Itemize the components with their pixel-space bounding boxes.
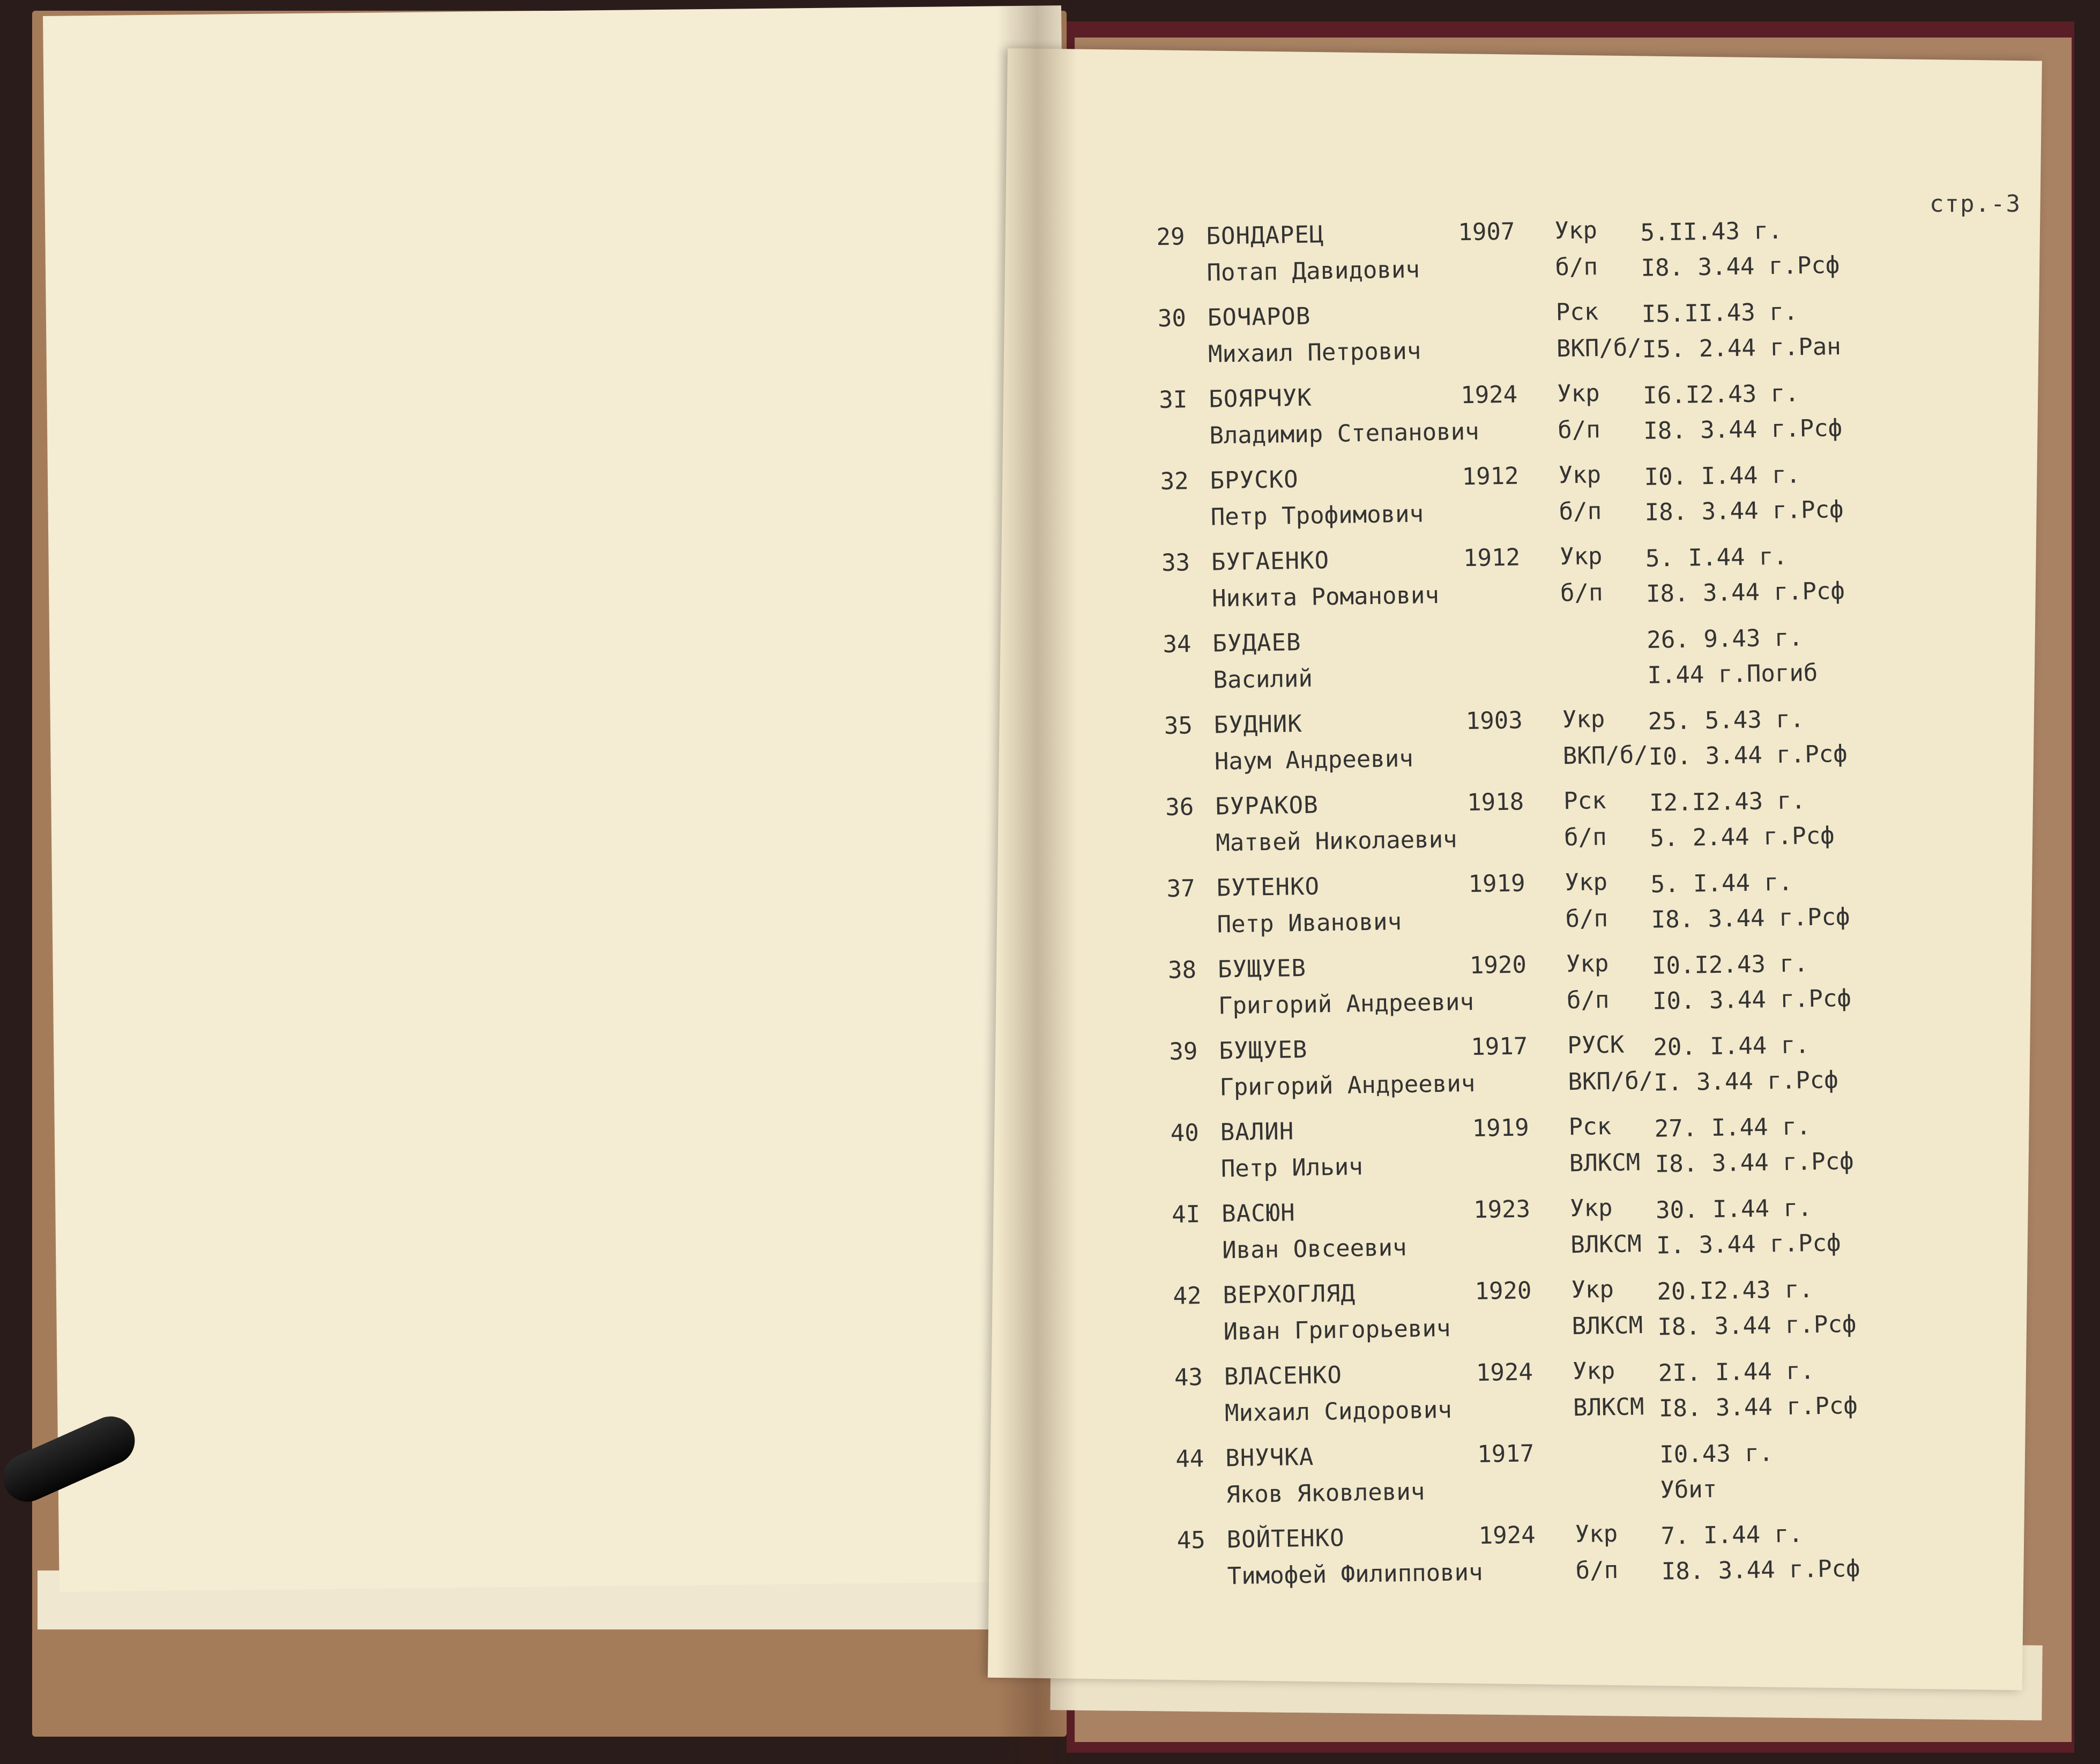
entry-party: б/п [1557, 416, 1601, 444]
entry-surname: ВОЙТЕНКО [1226, 1524, 1345, 1554]
entry-date-end: 5. 2.44 г.Рсф [1649, 822, 1835, 852]
entry-date-end: I. 3.44 г.Рсф [1656, 1229, 1841, 1260]
entry-name-patronymic: Владимир Степанович [1209, 418, 1480, 450]
entry-number: 36 [1165, 793, 1194, 821]
entry-name-patronymic: Яков Яковлевич [1225, 1478, 1425, 1509]
entry-party: ВЛКСМ [1570, 1230, 1642, 1259]
list-item [1129, 452, 1881, 546]
entry-birth-year: 1912 [1463, 544, 1521, 572]
entry-name-patronymic: Петр Иванович [1217, 908, 1402, 939]
entry-party: ВЛКСМ [1573, 1393, 1644, 1422]
entry-party: б/п [1566, 986, 1610, 1015]
entry-date-start: 7. I.44 г. [1660, 1520, 1803, 1550]
entry-date-end: I8. 3.44 г.Рсф [1645, 577, 1845, 608]
entry-date-end: I8. 3.44 г.Рсф [1657, 1310, 1857, 1341]
entry-surname: БУГАЕНКО [1211, 547, 1330, 576]
entry-date-start: I0. I.44 г. [1644, 461, 1801, 491]
entry-birth-year: 1907 [1458, 218, 1515, 247]
entry-surname: ВЛАСЕНКО [1224, 1361, 1343, 1391]
entry-number: 4I [1171, 1201, 1201, 1229]
entry-surname: ВАЛИН [1220, 1118, 1294, 1147]
list-item [1133, 697, 1885, 790]
entry-nationality: Укр [1575, 1520, 1618, 1549]
entry-date-start: I5.II.43 г. [1641, 298, 1798, 328]
entry-number: 39 [1169, 1038, 1198, 1066]
entry-number: 44 [1175, 1445, 1204, 1473]
entry-date-end: I8. 3.44 г.Рсф [1641, 251, 1840, 282]
entry-surname: БУЩУЕВ [1218, 1036, 1308, 1065]
entry-surname: БОЯРЧУК [1208, 384, 1313, 413]
entry-date-end: I8. 3.44 г.Рсф [1658, 1391, 1858, 1423]
entry-name-patronymic: Потап Давидович [1207, 256, 1420, 287]
entry-date-end: I8. 3.44 г.Рсф [1643, 414, 1843, 445]
entry-party: б/п [1555, 253, 1598, 281]
entry-birth-year: 1924 [1478, 1521, 1536, 1550]
entry-nationality: Рск [1568, 1112, 1612, 1141]
entry-name-patronymic: Василий [1213, 665, 1313, 694]
list-item [1141, 1186, 1893, 1279]
entry-nationality: Укр [1559, 542, 1603, 571]
entry-nationality: Укр [1562, 705, 1605, 734]
entry-number: 35 [1164, 712, 1193, 740]
entry-name-patronymic: Михаил Петрович [1208, 337, 1421, 368]
entry-date-start: 20.I2.43 г. [1657, 1276, 1814, 1306]
entry-date-start: 25. 5.43 г. [1648, 705, 1805, 735]
entry-date-end: Убит [1659, 1475, 1717, 1504]
entry-birth-year: 1920 [1469, 951, 1527, 980]
entry-nationality: Укр [1557, 379, 1600, 408]
entry-name-patronymic: Петр Трофимович [1210, 500, 1424, 531]
book-gutter [997, 0, 1077, 1764]
entry-party: ВЛКСМ [1569, 1149, 1641, 1178]
entry-number: 3I [1158, 386, 1188, 414]
entry-surname: БУРАКОВ [1215, 791, 1319, 821]
entry-date-start: 27. I.44 г. [1654, 1113, 1811, 1143]
entry-surname: БУДНИК [1213, 710, 1303, 739]
entry-number: 38 [1167, 956, 1197, 984]
entry-date-start: 5.II.43 г. [1640, 217, 1783, 247]
entry-date-start: I0.43 г. [1659, 1439, 1774, 1469]
entry-date-end: I8. 3.44 г.Рсф [1661, 1554, 1860, 1586]
entry-number: 32 [1160, 467, 1189, 496]
entry-name-patronymic: Петр Ильич [1220, 1153, 1364, 1183]
entry-name-patronymic: Михаил Сидорович [1224, 1396, 1453, 1427]
entry-number: 43 [1174, 1364, 1203, 1391]
entry-party: ВКП/б/ [1556, 333, 1642, 363]
entry-name-patronymic: Иван Овсеевич [1222, 1234, 1407, 1264]
entry-surname: ВЕРХОГЛЯД [1223, 1279, 1356, 1309]
entry-birth-year: 1917 [1477, 1440, 1535, 1468]
list-item [1138, 1023, 1890, 1116]
list-item [1126, 208, 1877, 301]
entry-date-end: I8. 3.44 г.Рсф [1655, 1147, 1855, 1178]
page-number: стр.-3 [1930, 190, 2021, 218]
entry-number: 33 [1161, 549, 1190, 577]
entry-date-start: 5. I.44 г. [1650, 868, 1793, 898]
list-item [1131, 534, 1882, 627]
entry-number: 34 [1163, 630, 1192, 659]
entry-date-end: I8. 3.44 г.Рсф [1644, 496, 1844, 526]
list-item [1127, 289, 1878, 383]
entry-number: 37 [1166, 875, 1196, 903]
entry-surname: БОНДАРЕЦ [1206, 221, 1324, 250]
entry-date-end: I8. 3.44 г.Рсф [1651, 903, 1850, 934]
entry-birth-year: 1919 [1468, 869, 1525, 898]
entry-date-start: I0.I2.43 г. [1651, 950, 1808, 980]
entry-surname: БОЧАРОВ [1207, 302, 1311, 332]
entry-birth-year: 1917 [1470, 1032, 1528, 1061]
entry-nationality: Укр [1572, 1357, 1615, 1386]
entry-date-end: I0. 3.44 г.Рсф [1652, 984, 1852, 1015]
entry-date-start: 5. I.44 г. [1645, 542, 1788, 572]
entry-party: б/п [1563, 823, 1607, 852]
entry-surname: ВНУЧКА [1225, 1443, 1314, 1472]
entry-name-patronymic: Тимофей Филиппович [1227, 1558, 1483, 1590]
entry-date-start: 26. 9.43 г. [1647, 624, 1804, 654]
entry-name-patronymic: Никита Романович [1211, 581, 1440, 613]
entry-date-end: I.44 г.Погиб [1647, 659, 1818, 689]
entry-name-patronymic: Григорий Андреевич [1219, 1069, 1476, 1101]
entry-surname: ВАСЮН [1221, 1199, 1295, 1228]
personnel-list [1126, 208, 1897, 1605]
list-item [1145, 1430, 1896, 1523]
entry-birth-year: 1918 [1466, 788, 1524, 817]
entry-party: ВКП/б/ [1567, 1067, 1654, 1096]
entry-birth-year: 1912 [1462, 462, 1519, 491]
list-item [1136, 860, 1887, 953]
list-item [1135, 778, 1886, 872]
entry-nationality: Укр [1571, 1275, 1614, 1304]
entry-nationality: РУСК [1567, 1031, 1625, 1060]
entry-date-start: 2I. I.44 г. [1658, 1357, 1815, 1387]
entry-surname: БРУСКО [1210, 465, 1299, 495]
entry-birth-year: 1903 [1465, 706, 1523, 735]
entry-date-start: 20. I.44 г. [1652, 1031, 1810, 1061]
entry-birth-year: 1924 [1460, 381, 1518, 410]
entry-number: 45 [1176, 1526, 1206, 1554]
entry-surname: БУЩУЕВ [1217, 954, 1307, 984]
list-item [1143, 1349, 1895, 1442]
entry-date-start: I2.I2.43 г. [1649, 787, 1806, 817]
entry-birth-year: 1924 [1476, 1358, 1533, 1387]
entry-surname: БУДАЕВ [1212, 628, 1301, 658]
entry-name-patronymic: Григорий Андреевич [1218, 988, 1475, 1020]
entry-number: 29 [1156, 223, 1185, 251]
entry-party: б/п [1560, 579, 1603, 607]
entry-nationality: Укр [1565, 868, 1608, 897]
entry-party: ВЛКСМ [1572, 1312, 1643, 1341]
entry-nationality: Укр [1554, 217, 1598, 245]
list-item [1146, 1512, 1897, 1605]
entry-date-start: 30. I.44 г. [1655, 1194, 1812, 1224]
blank-left-page [43, 5, 1078, 1592]
entry-name-patronymic: Матвей Николаевич [1215, 825, 1457, 857]
entry-party: б/п [1559, 497, 1602, 526]
entry-birth-year: 1923 [1473, 1195, 1531, 1224]
entry-nationality: Укр [1566, 950, 1609, 978]
entry-nationality: Рск [1555, 298, 1599, 326]
entry-date-start: I6.I2.43 г. [1642, 379, 1800, 410]
entry-nationality: Рск [1563, 787, 1607, 815]
entry-birth-year: 1919 [1472, 1114, 1530, 1143]
entry-date-end: I. 3.44 г.Рсф [1654, 1066, 1839, 1097]
entry-party: ВКП/б/ [1562, 741, 1649, 770]
list-item [1128, 371, 1880, 464]
entry-birth-year: 1920 [1475, 1277, 1532, 1306]
entry-number: 30 [1157, 304, 1187, 333]
entry-number: 40 [1170, 1119, 1200, 1147]
list-item [1132, 615, 1883, 709]
entry-party: б/п [1575, 1556, 1619, 1585]
list-item [1142, 1267, 1894, 1360]
entry-number: 42 [1173, 1282, 1202, 1310]
entry-name-patronymic: Иван Григорьевич [1223, 1314, 1451, 1346]
list-item [1137, 941, 1888, 1034]
entry-nationality: Укр [1569, 1194, 1613, 1223]
entry-surname: БУТЕНКО [1216, 873, 1320, 902]
entry-name-patronymic: Наум Андреевич [1214, 745, 1414, 776]
entry-party: б/п [1565, 905, 1608, 933]
entry-date-end: I0. 3.44 г.Рсф [1648, 740, 1848, 771]
entry-nationality: Укр [1558, 461, 1602, 489]
list-item [1140, 1104, 1891, 1197]
entry-date-end: I5. 2.44 г.Ран [1642, 333, 1842, 363]
